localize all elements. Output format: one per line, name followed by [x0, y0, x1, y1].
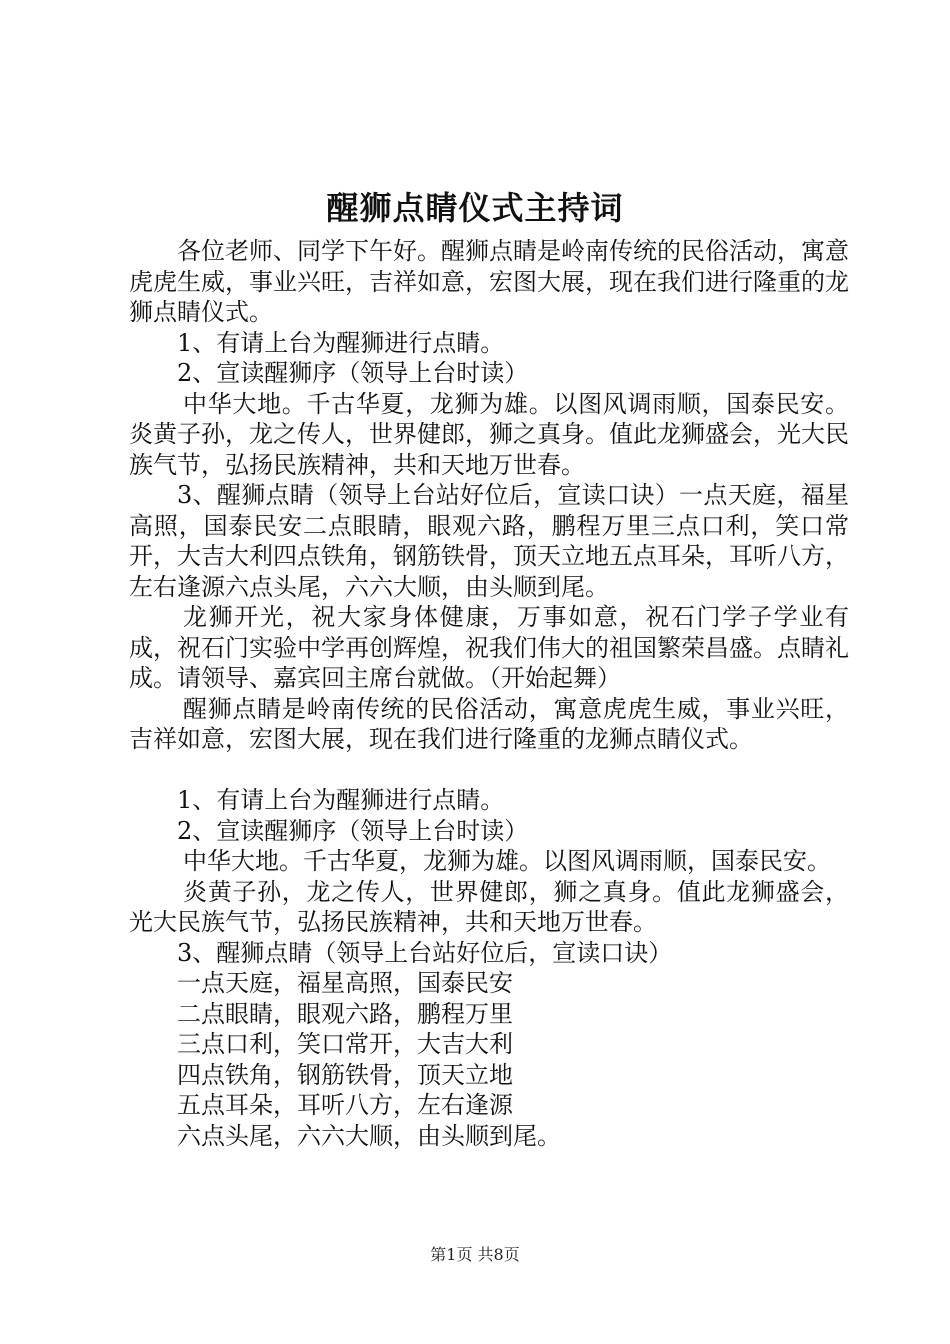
document-body	[129, 236, 849, 1151]
paragraph-repeat-intro: 醒狮点睛是岭南传统的民俗活动，寓意虎虎生威，事业兴旺，吉祥如意，宏图大展，现在我们进行隆重的龙狮点睛仪式。	[129, 694, 849, 753]
paragraph-repeat-step-3: 3、醒狮点睛（领导上台站好位后，宣读口诀）	[177, 938, 673, 967]
document-title: 醒狮点睛仪式主持词	[326, 189, 624, 227]
paragraph-step-2: 2、宣读醒狮序（领导上台时读）	[177, 359, 529, 387]
page-footer: 第1页 共8页	[430, 1245, 520, 1264]
chant-line-2: 二点眼睛，眼观六路，鹏程万里	[177, 999, 513, 1028]
paragraph-blessing: 龙狮开光，祝大家身体健康，万事如意，祝石门学子学业有成，祝石门实验中学再创辉煌，祝我们伟大的祖国繁荣昌盛。点睛礼成。请领导、嘉宾回主席台就做。（开始起舞）	[129, 603, 849, 692]
chant-line-4: 四点铁角，钢筋铁骨，顶天立地	[177, 1060, 513, 1089]
paragraph-step-3: 3、醒狮点睛（领导上台站好位后，宣读口诀）一点天庭，福星高照，国泰民安二点眼睛，眼观六路，鹏程万里三点口利，笑口常开，大吉大利四点铁角，钢筋铁骨，顶天立地五点耳朵，耳听八方，左右逢源六点头尾，六六大顺，由头顺到尾。	[129, 481, 849, 601]
chant-line-1: 一点天庭，福星高照，国泰民安	[177, 969, 513, 997]
chant-line-6: 六点头尾，六六大顺，由头顺到尾。	[177, 1121, 561, 1150]
paragraph-gap	[129, 755, 849, 786]
paragraph-repeat-preface-a: 中华大地。千古华夏，龙狮为雄。以图风调雨顺，国泰民安。	[183, 847, 831, 875]
paragraph-greeting: 各位老师、同学下午好。醒狮点睛是岭南传统的民俗活动，寓意虎虎生威，事业兴旺，吉祥如意，宏图大展，现在我们进行隆重的龙狮点睛仪式。	[129, 237, 849, 326]
chant-line-5: 五点耳朵，耳听八方，左右逢源	[177, 1091, 513, 1119]
paragraph-step-1: 1、有请上台为醒狮进行点睛。	[177, 328, 505, 357]
paragraph-repeat-step-2: 2、宣读醒狮序（领导上台时读）	[177, 816, 529, 845]
chant-line-3: 三点口利，笑口常开，大吉大利	[177, 1030, 513, 1058]
paragraph-repeat-preface-b: 炎黄子孙，龙之传人，世界健郎，狮之真身。值此龙狮盛会，光大民族气节，弘扬民族精神，共和天地万世春。	[129, 877, 849, 936]
paragraph-repeat-step-1: 1、有请上台为醒狮进行点睛。	[177, 786, 505, 814]
paragraph-preface: 中华大地。千古华夏，龙狮为雄。以图风调雨顺，国泰民安。炎黄子孙，龙之传人，世界健郎，狮之真身。值此龙狮盛会，光大民族气节，弘扬民族精神，共和天地万世春。	[129, 389, 849, 479]
